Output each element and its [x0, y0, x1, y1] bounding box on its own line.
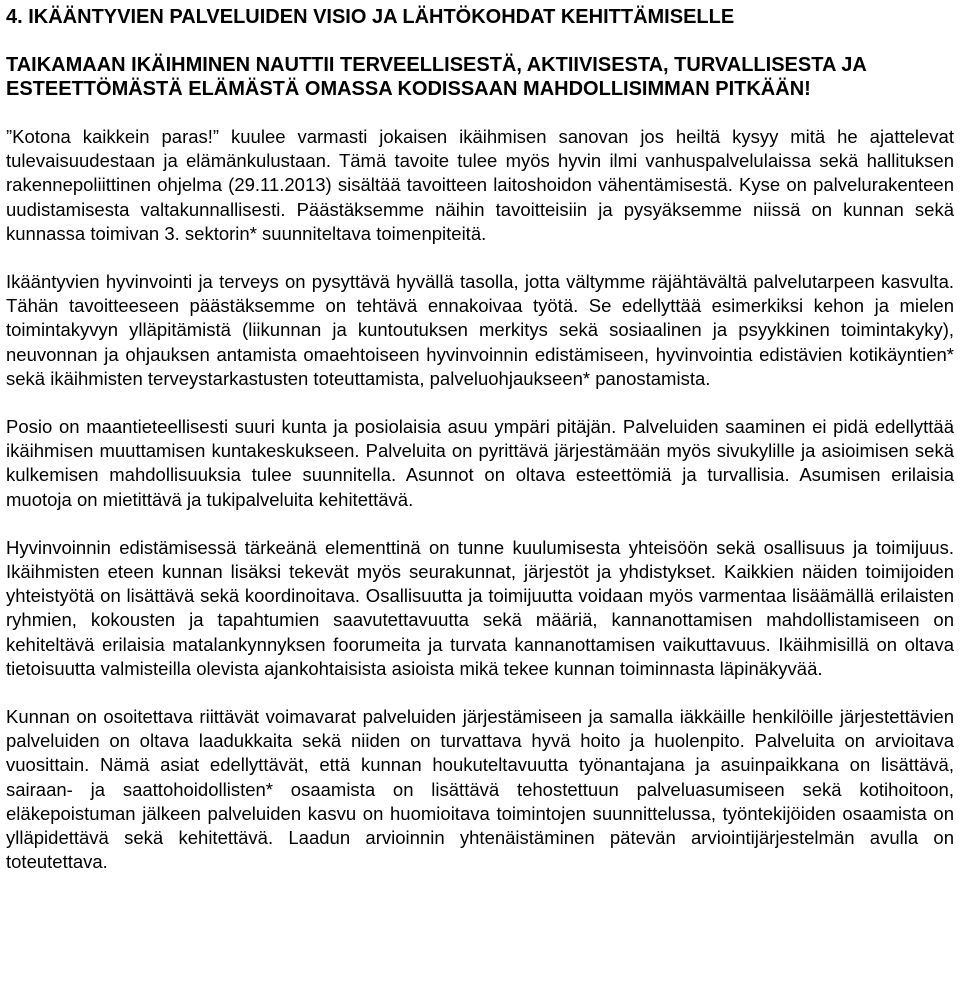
document-page [0, 5, 960, 989]
section-heading: 4. IKÄÄNTYVIEN PALVELUIDEN VISIO JA LÄHTÖKOHDAT KEHITTÄMISELLE [6, 6, 735, 28]
paragraph-geography: Posio on maantieteellisesti suuri kunta ja posiolaisia asuu ympäri pitäjän. Palveluiden saaminen ei pidä edellyttää ikäihmisen muuttamisen kuntakeskukseen. Palveluita on pyrittävä järjestämään myös sivukylille ja asioimisen sekä kulkemisen mahdollisuuksia tulee suunnitella. Asunnot on oltava esteettömiä ja turvallisia. Asumisen erilaisia muotoja on mietittävä ja tukipalveluita kehitettävä. [6, 416, 954, 510]
paragraph-wellbeing: Ikääntyvien hyvinvointi ja terveys on pysyttävä hyvällä tasolla, jotta vältymme räjähtävältä palvelutarpeen kasvulta. Tähän tavoitteeseen päästäksemme on tehtävä ennakoivaa työtä. Se edellyttää esimerkiksi kehon ja mielen toimintakyvyn ylläpitämistä (liikunnan ja kuntoutuksen merkitys sekä sosiaalinen ja psyykkinen toimintakyky), neuvonnan ja ohjauksen antamista omaehtoiseen hyvinvoinnin edistämiseen, hyvinvointia edistävien kotikäyntien* sekä ikäihmisten terveystarkastusten toteuttamista, palveluohjaukseen* panostamista. [6, 271, 954, 389]
vision-statement: TAIKAMAAN IKÄIHMINEN NAUTTII TERVEELLISESTÄ, AKTIIVISESTA, TURVALLISESTA JA ESTEETTÖMÄSTÄ ELÄMÄSTÄ OMASSA KODISSAAN MAHDOLLISIMMAN PITKÄÄN! [6, 54, 867, 100]
paragraph-home-best: ”Kotona kaikkein paras!” kuulee varmasti jokaisen ikäihmisen sanovan jos heiltä kysyy mitä he ajattelevat tulevaisuudestaan ja elämänkulustaan. Tämä tavoite tulee myös hyvin ilmi vanhuspalvelulaissa sekä hallituksen rakennepoliittinen ohjelma (29.11.2013) sisältää tavoitteen laitoshoidon vähentämisestä. Kyse on palvelurakenteen uudistamisesta valtakunnallisesti. Päästäksemme näihin tavoitteisiin ja pysyäksemme niissä on kunnan sekä kunnassa toimivan 3. sektorin* suunniteltava toimenpiteitä. [6, 126, 954, 244]
paragraph-resources: Kunnan on osoitettava riittävät voimavarat palveluiden järjestämiseen ja samalla iäkkäille henkilöille järjestettävien palveluiden on oltava laadukkaita sekä niiden on turvattava hyvä hoito ja huolenpito. Palveluita on arvioitava vuosittain. Nämä asiat edellyttävät, että kunnan houkuteltavuutta työnantajana ja asuinpaikkana on lisättävä, sairaan- ja saattohoidollisten* osaamista on lisättävä tehostettuun palveluasumiseen sekä kotihoitoon, eläkepoistuman jälkeen palveluiden kasvu on huomioitava toimintojen suunnittelussa, työntekijöiden osaamista on ylläpidettävä sekä kehitettävä. Laadun arvioinnin yhtenäistäminen pätevän arviointijärjestelmän avulla on toteutettava. [6, 706, 954, 873]
paragraph-participation: Hyvinvoinnin edistämisessä tärkeänä elementtinä on tunne kuulumisesta yhteisöön sekä osallisuus ja toimijuus. Ikäihmisten eteen kunnan lisäksi tekevät myös seurakunnat, järjestöt ja yhdistykset. Kaikkien näiden toimijoiden yhteistyötä on lisättävä sekä koordinoitava. Osallisuutta ja toimijuutta voidaan myös varmentaa lisäämällä erilaisten ryhmien, kokousten ja tapahtumien saavutettavuutta sekä määriä, kannanottamisen mahdollistamiseen on kehiteltävä erilaisia matalankynnyksen foorumeita ja turvata kannanottamisen vaikuttavuus. Ikäihmisillä on oltava tietoisuutta valmisteilla olevista ajankohtaisista asioista mikä tekee kunnan toiminnasta läpinäkyvää. [6, 536, 954, 679]
